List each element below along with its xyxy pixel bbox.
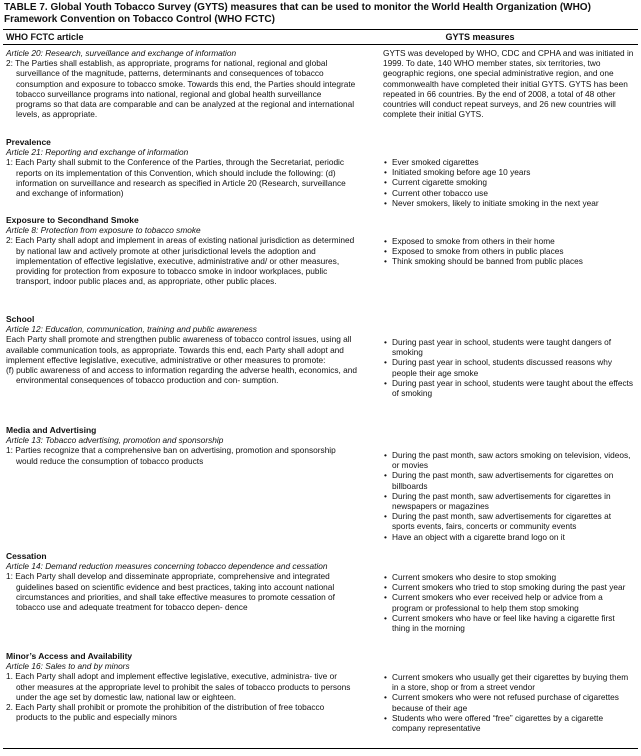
section-heading: Cessation (6, 551, 47, 561)
row-prevalence-measures (383, 157, 635, 208)
article-text: 1: Each Party shall submit to the Conference of the Parties, through the Secretariat, periodic reports on its implementation of this Convention, which should include the following: (d) information on surveillance and research as specified in Article 20 (Research, surveillance and exchange of information) (6, 157, 346, 199)
measure-item: • Have an object with a cigarette brand logo on it (383, 532, 635, 542)
measure-item: • Exposed to smoke from others in public places (383, 246, 635, 256)
measure-item: • Current smokers who usually get their cigarettes by buying them in a store, shop or from a street vendor (383, 672, 635, 692)
measure-item: • Ever smoked cigarettes (383, 157, 635, 167)
column-header-fctc-article: WHO FCTC article (6, 32, 84, 42)
measure-item: • Current smokers who ever received help or advice from a program or professional to help them stop smoking (383, 592, 635, 612)
article-text: 1: Parties recognize that a comprehensive ban on advertising, promotion and sponsorship would reduce the consumption of tobacco products (6, 445, 336, 466)
row-secondhand-article (6, 215, 358, 286)
measure-item: • Students who were offered “free” cigarettes by a cigarette company representative (383, 713, 635, 733)
article-text: 2: The Parties shall establish, as appropriate, programs for national, regional and global surveillance of the magnitude, patterns, determinants and consequences of tobacco consumption and exposure to tobacco smoke. Towards this end, the Parties should integrate tobacco surveillance programs into national, regional and global health surveillance programs so that data are comparable and can be analyzed at the regional and international levels, as appropriate. (6, 58, 356, 120)
article-text: 2. Each Party shall prohibit or promote the prohibition of the distribution of free tobacco products to the public and especially minors (6, 702, 325, 723)
measure-item: • Current smokers who have or feel like having a cigarette first thing in the morning (383, 613, 635, 633)
row-media-measures (383, 450, 635, 542)
measure-item: • Current other tobacco use (383, 188, 635, 198)
measure-item: • Current cigarette smoking (383, 177, 635, 187)
measure-item: • During the past month, saw advertisements for cigarettes on billboards (383, 470, 635, 490)
row-cessation-article (6, 551, 358, 612)
measure-item: • Think smoking should be banned from public places (383, 256, 635, 266)
gyts-description: GYTS was developed by WHO, CDC and CPHA and was initiated in 1999. To date, 140 WHO member states, six territories, two geographic regions, one special administrative region, and one commonwealth have completed their initial GYTS. GYTS has been repeated in 66 countries. By the end of 2008, a total of 48 other countries will conduct repeat surveys, and 26 new countries will complete their initial GYTS. (383, 48, 634, 120)
article-text: 1: Each Party shall develop and disseminate appropriate, comprehensive and integrated guidelines based on scientific evidence and best practices, taking into account national circumstances and priorities, and shall take effective measures to promote cessation of tobacco use and adequate treatment for tobacco depen- dence (6, 571, 335, 613)
row-school-measures (383, 337, 635, 398)
article-text: 1. Each Party shall adopt and implement effective legislative, executive, administra- tive or other measures at the appropriate level to prohibit the sales of tobacco products to persons under the age set by domestic law, national law or eighteen. (6, 671, 351, 702)
row-cessation-measures (383, 572, 635, 633)
section-heading: Exposure to Secondhand Smoke (6, 215, 139, 225)
measure-item: • Exposed to smoke from others in their home (383, 236, 635, 246)
section-heading: Media and Advertising (6, 425, 97, 435)
article-heading: Article 14: Demand reduction measures concerning tobacco dependence and cessation (6, 561, 328, 572)
article-heading: Article 20: Research, surveillance and exchange of information (6, 48, 237, 58)
measure-item: • During past year in school, students discussed reasons why people their age smoke (383, 357, 635, 377)
article-heading: Article 8: Protection from exposure to tobacco smoke (6, 225, 201, 236)
measure-item: • Initiated smoking before age 10 years (383, 167, 635, 177)
article-heading: Article 13: Tobacco advertising, promotion and sponsorship (6, 435, 224, 446)
column-header-gyts-measures: GYTS measures (445, 32, 515, 42)
measure-item: • During past year in school, students were taught about the effects of smoking (383, 378, 635, 398)
measure-item: • During past year in school, students were taught dangers of smoking (383, 337, 635, 357)
article-text: 2: Each Party shall adopt and implement in areas of existing national jurisdiction as determined by national law and actively promote at other jurisdictional levels the adoption and implementation of effective legislative, executive, administrative and/ or other measures, providing for protection from exposure to tobacco smoke in indoor workplaces, public transport, indoor public places and, as appropriate, other public places. (6, 235, 355, 287)
header-top-rule (3, 29, 638, 30)
row-research-article (6, 48, 358, 119)
table-title: TABLE 7. Global Youth Tobacco Survey (GYTS) measures that can be used to monitor the World Health Organization (WHO) Framework Convention on Tobacco Control (WHO FCTC) (4, 2, 591, 25)
measure-item: • Current smokers who were not refused purchase of cigarettes because of their age (383, 692, 635, 712)
measure-item: • Never smokers, likely to initiate smoking in the next year (383, 198, 635, 208)
article-text: (f) public awareness of and access to information regarding the adverse health, economics, and environmental consequences of tobacco production and con- sumption. (6, 365, 357, 386)
measure-item: • During the past month, saw advertisements for cigarettes in newspapers or magazines (383, 491, 635, 511)
row-secondhand-measures (383, 236, 635, 267)
section-heading: Prevalence (6, 137, 51, 147)
header-bottom-rule (3, 44, 638, 45)
section-heading: School (6, 314, 35, 324)
section-heading: Minor’s Access and Availability (6, 651, 133, 661)
article-heading: Article 21: Reporting and exchange of information (6, 147, 189, 158)
row-media-article (6, 425, 358, 466)
measure-item: • During the past month, saw advertisements for cigarettes at sports events, fairs, concerts or community events (383, 511, 635, 531)
row-school-article (6, 314, 358, 385)
row-minors-measures (383, 672, 635, 733)
row-prevalence-article (6, 137, 358, 198)
measure-item: • Current smokers who tried to stop smoking during the past year (383, 582, 635, 592)
measure-item: • During the past month, saw actors smoking on television, videos, or movies (383, 450, 635, 470)
article-text: Each Party shall promote and strengthen public awareness of tobacco control issues, using all available communication tools, as appropriate. Towards this end, each Party shall adopt and implement effective legislative, executive, administrative or other measures to promote: (6, 334, 352, 365)
row-minors-article (6, 651, 358, 722)
article-heading: Article 12: Education, communication, training and public awareness (6, 324, 257, 335)
article-heading: Article 16: Sales to and by minors (6, 661, 130, 672)
table-bottom-rule (3, 748, 638, 749)
row-research-measures (383, 48, 635, 119)
measure-item: • Current smokers who desire to stop smoking (383, 572, 635, 582)
